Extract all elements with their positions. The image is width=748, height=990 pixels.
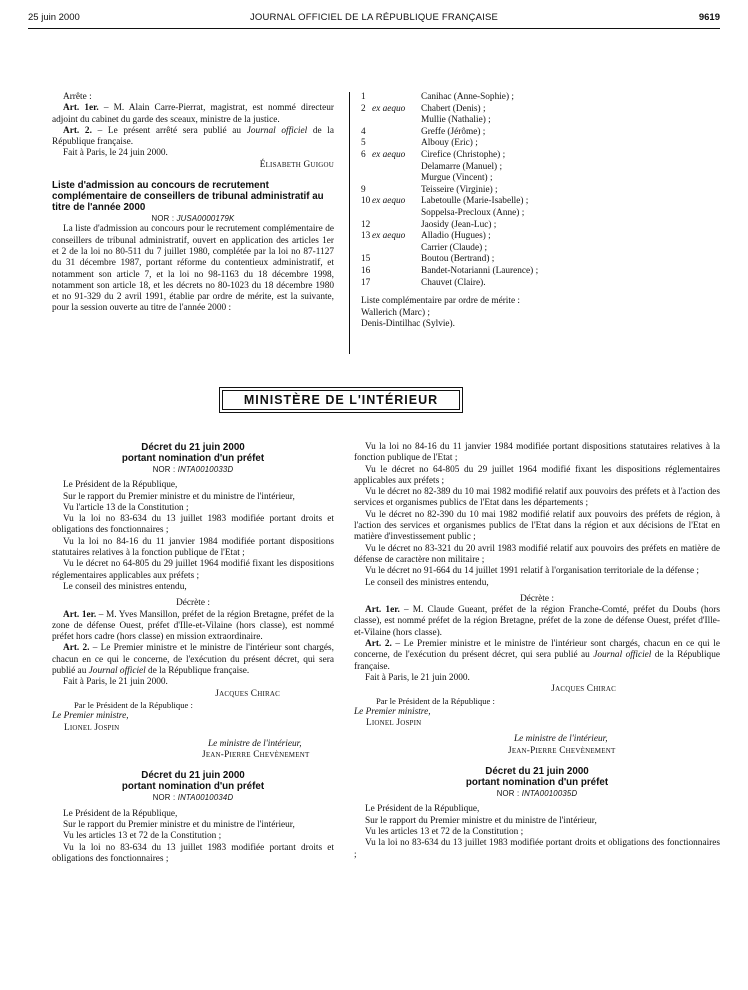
decret4-p1: Le Président de la République,	[365, 804, 480, 815]
left-top-column	[52, 92, 334, 315]
left-lower-column	[52, 442, 334, 865]
decret1-mi-title: Le ministre de l'intérieur,	[208, 738, 302, 749]
ranking-row	[361, 104, 721, 116]
decret3-p1: Le Président de la République,	[63, 808, 178, 819]
decret1-pm-title: Le Premier ministre,	[52, 711, 129, 722]
decret2-par-le-president: Par le Président de la République :	[376, 695, 495, 706]
decret1-title-2: portant nomination d'un préfet	[121, 453, 265, 464]
decret3-p4: Vu la loi no 83-634 du 13 juillet 1983 modifiée portant droits et obligations des fonctionnaires ;	[52, 842, 334, 864]
ranking-row	[361, 231, 721, 243]
decret1-title-1: Décret du 21 juin 2000	[141, 442, 245, 453]
decret2-pm-name: Lionel Jospin	[366, 718, 422, 729]
ranking-row	[361, 138, 721, 150]
ministry-heading: MINISTÈRE DE L'INTÉRIEUR	[222, 390, 460, 410]
journal-title: JOURNAL OFFICIEL DE LA RÉPUBLIQUE FRANÇAISE	[249, 12, 499, 23]
ranking-rank: 5	[361, 138, 366, 149]
ranking-rank: 10	[361, 196, 371, 207]
ranking-row	[361, 220, 721, 232]
ranking-row	[361, 243, 721, 255]
ranking-rank: 17	[361, 277, 371, 288]
decret1-article-2: Art. 2. – Le Premier ministre et le ministre de l'intérieur sont chargés, chacun en ce qui le concerne, de l'exécution du présent décret, qui sera publié au Journal officiel de la République française.	[52, 643, 334, 677]
decret3-p3: Vu les articles 13 et 72 de la Constitution ;	[63, 831, 222, 842]
decret4-title-1: Décret du 21 juin 2000	[485, 766, 589, 778]
arrete-fait: Fait à Paris, le 24 juin 2000.	[63, 148, 168, 159]
decret1-p3: Vu l'article 13 de la Constitution ;	[63, 502, 189, 513]
decret4-p3: Vu les articles 13 et 72 de la Constitution ;	[365, 826, 524, 837]
liste-body: La liste d'admission au concours pour le recrutement complémentaire de conseillers de tribunal administratif, ouvert en application des articles 1er et 2 de la loi no 80-511 du 7 juillet 1980, complétée par la loi no 87-1127 du 31 décembre 1987, portant réforme du contentieux administratif, et notamment son article 7, et la loi no 98-1163 du 18 décembre 1998, notamment son article 18, et les décrets no 80-1023 du 18 décembre 1980 et no 91-329 du 2 avril 1991, établie par ordre de mérite, est la suivante, pour la session ouverte au titre de l'année 2000 :	[52, 224, 334, 314]
liste-nor: NOR : JUSA0000179K	[151, 214, 235, 224]
ranking-row	[361, 254, 721, 266]
decret2-p6: Vu le décret no 91-664 du 14 juillet 1991 relatif à l'organisation territoriale de la défense ;	[365, 566, 699, 577]
decret2-p7: Le conseil des ministres entendu,	[365, 577, 489, 588]
decret3-title-2: portant nomination d'un préfet	[121, 781, 265, 793]
ranking-rank: 12	[361, 219, 371, 230]
complementary-list-label: Liste complémentaire par ordre de mérite :	[361, 296, 521, 307]
header-date: 25 juin 2000	[28, 12, 80, 23]
ranking-row	[361, 196, 721, 208]
page-header	[28, 12, 720, 26]
ranking-row	[361, 208, 721, 220]
decret4-p2: Sur le rapport du Premier ministre et du ministre de l'intérieur,	[365, 815, 597, 826]
ranking-row	[361, 150, 721, 162]
ranking-row	[361, 127, 721, 139]
ranking-name: Mullie (Nathalie) ;	[421, 115, 491, 126]
ranking-name: Delamarre (Manuel) ;	[421, 161, 503, 172]
ranking-rank: 13	[361, 231, 371, 242]
decret1-p2: Sur le rapport du Premier ministre et du ministre de l'intérieur,	[63, 491, 295, 502]
ranking-name: Soppelsa-Precloux (Anne) ;	[421, 207, 525, 218]
decret1-fait: Fait à Paris, le 21 juin 2000.	[63, 677, 168, 688]
ranking-row	[361, 185, 721, 197]
decret2-article-1: Art. 1er. – M. Claude Gueant, préfet de la région Franche-Comté, préfet du Doubs (hors classe), est nommé préfet de la région Bretagne, préfet de la zone de défense Ouest, préfet d'Ille-et-Vilaine (hors classe).	[354, 605, 720, 638]
ranking-rank: 6	[361, 149, 366, 160]
arrete-article-1: Art. 1er. – M. Alain Carre-Pierrat, magistrat, est nommé directeur adjoint du cabinet du garde des sceaux, ministre de la justice.	[52, 103, 334, 125]
ranking-name: Greffe (Jérôme) ;	[421, 126, 486, 137]
decret2-signatory: Jacques Chirac	[551, 684, 616, 695]
decret1-p7: Le conseil des ministres entendu,	[63, 581, 187, 592]
decret2-p4: Vu le décret no 82-390 du 10 mai 1982 modifié relatif aux pouvoirs des préfets de région, à l'action des services et organismes publics de l'Etat dans la région et aux décisions de l'Etat en matière d'investissement public ;	[354, 509, 720, 543]
ranking-rank: 9	[361, 184, 366, 195]
decret2-pm-title: Le Premier ministre,	[354, 706, 431, 717]
decret4-p4: Vu la loi no 83-634 du 13 juillet 1983 modifiée portant droits et obligations des fonctionnaires ;	[354, 838, 720, 860]
arrete-label: Arrête :	[63, 92, 92, 102]
arrete-signatory: Élisabeth Guigou	[259, 159, 334, 170]
ranking-rank: 4	[361, 126, 366, 137]
ranking-name: Chabert (Denis) ;	[421, 103, 486, 114]
ministry-heading-box	[219, 387, 463, 413]
decret3-title-1: Décret du 21 juin 2000	[141, 770, 245, 782]
decret1-p1: Le Président de la République,	[63, 480, 178, 491]
decret1-p4: Vu la loi no 83-634 du 13 juillet 1983 modifiée portant droits et obligations des fonctionnaires ;	[52, 514, 334, 536]
ranking-name: Teisseire (Virginie) ;	[421, 184, 498, 195]
decret3-nor: NOR : INTA0010034D	[152, 793, 234, 803]
ranking-ex-aequo: ex aequo	[372, 149, 406, 160]
ranking-row	[361, 266, 721, 278]
ranking-row	[361, 173, 721, 185]
decret2-p5: Vu le décret no 83-321 du 20 avril 1983 modifié relatif aux pouvoirs des préfets en matière de défense de caractère non militaire ;	[354, 543, 720, 565]
ranking-row	[361, 162, 721, 174]
ranking-name: Jaosidy (Jean-Luc) ;	[421, 219, 497, 230]
decret1-p6: Vu le décret no 64-805 du 29 juillet 1964 modifié fixant les dispositions réglementaires applicables aux préfets ;	[52, 559, 334, 581]
decret4-title-2: portant nomination d'un préfet	[465, 777, 609, 789]
ranking-ex-aequo: ex aequo	[372, 231, 406, 242]
decret2-p2: Vu le décret no 64-805 du 29 juillet 1964 modifié fixant les dispositions réglementaires applicables aux préfets ;	[354, 464, 720, 486]
decret2-mi-title: Le ministre de l'intérieur,	[514, 734, 608, 745]
complementary-list-item: Denis-Dintilhac (Sylvie).	[361, 319, 455, 330]
ranking-name: Canihac (Anne-Sophie) ;	[421, 92, 514, 102]
decret1-signatory: Jacques Chirac	[215, 688, 280, 699]
decret2-p1: Vu la loi no 84-16 du 11 janvier 1984 modifiée portant dispositions statutaires relatives à la fonction publique de l'Etat ;	[354, 442, 720, 464]
arrete-article-2: Art. 2. – Le présent arrêté sera publié au Journal officiel de la République française.	[52, 125, 335, 148]
decret1-nor: NOR : INTA0010033D	[152, 465, 234, 474]
ranking-name: Chauvet (Claire).	[421, 277, 486, 288]
liste-title: Liste d'admission au concours de recrutement complémentaire de conseillers de tribunal administratif au titre de l'année 2000	[52, 180, 324, 214]
decret1-decrete: Décrète :	[176, 598, 210, 609]
decret1-mi-name: Jean-Pierre Chevènement	[202, 750, 310, 761]
right-lower-column	[354, 442, 720, 861]
page-number: 9619	[698, 12, 720, 23]
header-rule	[28, 28, 720, 29]
ranking-row	[361, 92, 721, 104]
ranking-name: Alladio (Hugues) ;	[421, 231, 491, 242]
decret2-p3: Vu le décret no 82-389 du 10 mai 1982 modifié relatif aux pouvoirs des préfets et à l'action des services et organismes publics de l'Etat dans les départements ;	[354, 487, 720, 509]
complementary-list-item: Wallerich (Marc) ;	[361, 307, 430, 318]
decret1-p5: Vu la loi no 84-16 du 11 janvier 1984 modifiée portant dispositions statutaires relatives à la fonction publique de l'Etat ;	[52, 536, 334, 559]
decret4-nor: NOR : INTA0010035D	[496, 789, 578, 799]
column-divider	[349, 92, 350, 354]
ranking-ex-aequo: ex aequo	[372, 196, 406, 207]
decret1-par-le-president: Par le Président de la République :	[74, 699, 193, 710]
ranking-name: Boutou (Bertrand) ;	[421, 254, 495, 265]
ranking-name: Labetoulle (Marie-Isabelle) ;	[421, 196, 529, 207]
ranking-rank: 1	[361, 92, 366, 102]
decret2-fait: Fait à Paris, le 21 juin 2000.	[365, 672, 470, 683]
ranking-name: Carrier (Claude) ;	[421, 242, 488, 253]
decret2-article-2: Art. 2. – Le Premier ministre et le ministre de l'intérieur sont chargés, chacun en ce qui le concerne, de l'exécution du présent décret, qui sera publié au Journal officiel de la République française.	[354, 639, 720, 672]
ranking-name: Murgue (Vincent) ;	[421, 173, 493, 184]
decret2-mi-name: Jean-Pierre Chevènement	[508, 745, 616, 756]
ranking-name: Albouy (Eric) ;	[421, 138, 478, 149]
ranking-ex-aequo: ex aequo	[372, 103, 406, 114]
ranking-row	[361, 278, 721, 290]
decret3-p2: Sur le rapport du Premier ministre et du ministre de l'intérieur,	[63, 820, 295, 831]
decret2-decrete: Décrète :	[520, 593, 554, 604]
ranking-name: Cirefice (Christophe) ;	[421, 149, 506, 160]
ranking-rank: 16	[361, 265, 371, 276]
ranking-row	[361, 115, 721, 127]
ranking-rank: 2	[361, 103, 366, 114]
ranking-name: Bandet-Notarianni (Laurence) ;	[421, 265, 539, 276]
ranking-rank: 15	[361, 254, 371, 265]
ranking-list	[361, 92, 721, 331]
decret1-article-1: Art. 1er. – M. Yves Mansillon, préfet de la région Bretagne, préfet de la zone de défense Ouest, préfet d'Ille-et-Vilaine (hors classe), est nommé préfet hors cadre (hors classe) en mission extraordinaire.	[52, 609, 334, 643]
decret1-pm-name: Lionel Jospin	[64, 722, 120, 733]
